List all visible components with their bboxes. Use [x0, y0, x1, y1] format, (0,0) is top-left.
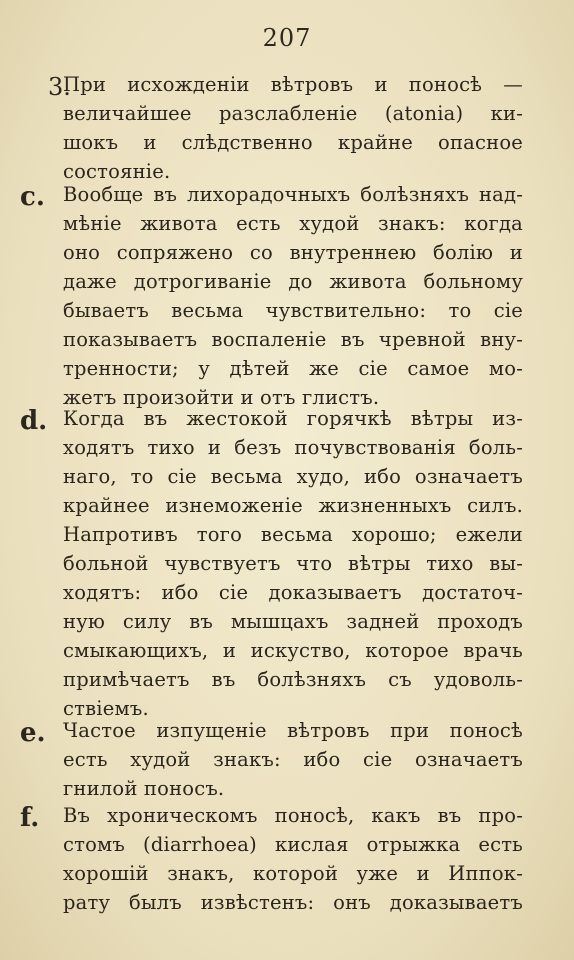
- text-line: Частое изпущеніе вѣтровъ при поносѣ: [63, 719, 523, 742]
- text-line: есть худой знакъ: ибо сіе означаетъ: [63, 748, 523, 771]
- text-line: рату былъ извѣстенъ: онъ доказываетъ: [63, 891, 523, 914]
- text-line: даже дотрогиваніе до живота больному: [63, 270, 523, 293]
- text-line: Напротивъ того весьма хорошо; ежели: [63, 523, 523, 546]
- text-line: Вообще въ лихорадочныхъ болѣзняхъ над-: [63, 183, 523, 206]
- text-line: состояніе.: [63, 160, 171, 183]
- text-line: наго, то сіе весьма худо, ибо означаетъ: [63, 465, 523, 488]
- text-line: смыкающихъ, и искуство, которое врачь: [63, 639, 523, 662]
- text-line: Когда въ жестокой горячкѣ вѣтры из-: [63, 407, 523, 430]
- page-number: 207: [262, 24, 312, 52]
- text-line: крайнее изнеможеніе жизненныхъ силъ.: [63, 494, 523, 517]
- text-line: шокъ и слѣдственно крайне опасное: [63, 131, 523, 154]
- entry-marker: f.: [20, 803, 40, 833]
- text-line: бываетъ весьма чувствительно: то сіе: [63, 299, 523, 322]
- text-line: стомъ (diarrhoea) кислая отрыжка есть: [63, 833, 523, 856]
- text-line: гнилой поносъ.: [63, 777, 225, 800]
- text-line: мѣніе живота есть худой знакъ: когда: [63, 212, 523, 235]
- text-line: Въ хроническомъ поносѣ, какъ въ про-: [63, 804, 523, 827]
- text-line: примѣчаетъ въ болѣзняхъ съ удоволь-: [63, 668, 523, 691]
- text-line: ходятъ тихо и безъ почувствованія боль-: [63, 436, 523, 459]
- text-line: тренности; у дѣтей же сіе самое мо-: [63, 357, 523, 380]
- text-line: оно сопряжено со внутреннею болію и: [63, 241, 523, 264]
- text-line: При исхожденіи вѣтровъ и поносѣ —: [63, 73, 523, 96]
- text-line: ную силу въ мышцахъ задней проходъ: [63, 610, 523, 633]
- text-line: больной чувствуетъ что вѣтры тихо вы-: [63, 552, 523, 575]
- text-line: показываетъ воспаленіе въ чревной вну-: [63, 328, 523, 351]
- text-line: ствіемъ.: [63, 697, 149, 720]
- entry-marker: c.: [20, 182, 45, 212]
- entry-marker: 3.: [48, 73, 71, 101]
- text-line: величайшее разслабленіе (atonia) ки-: [63, 102, 523, 125]
- text-line: ходятъ: ибо сіе доказываетъ достаточ-: [63, 581, 523, 604]
- text-line: хорошій знакъ, которой уже и Иппок-: [63, 862, 523, 885]
- entry-marker: e.: [20, 718, 46, 748]
- text-line: жетъ произойти и отъ глистъ.: [63, 386, 380, 409]
- entry-marker: d.: [20, 406, 48, 436]
